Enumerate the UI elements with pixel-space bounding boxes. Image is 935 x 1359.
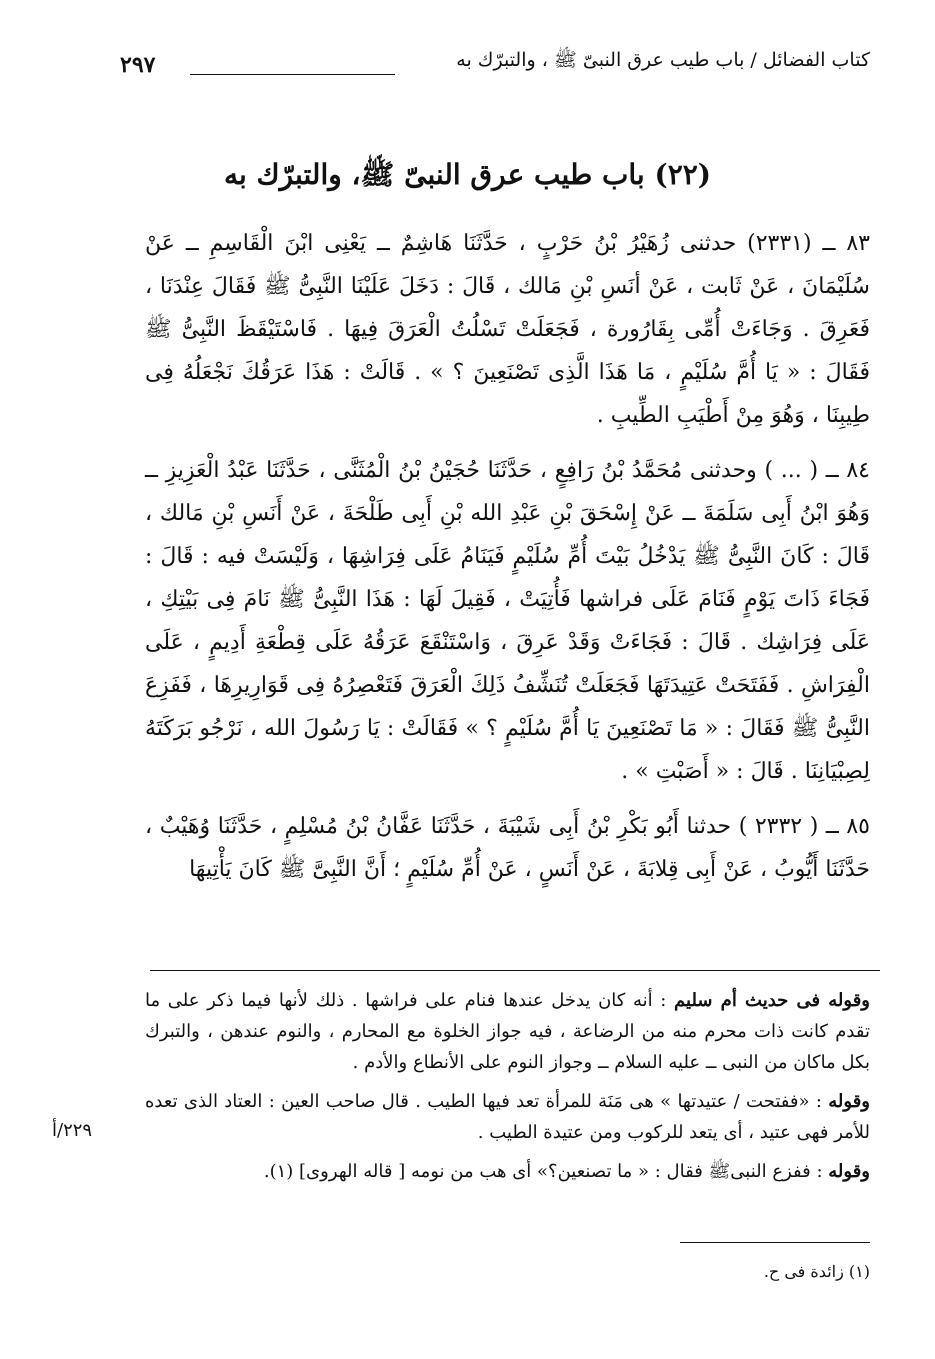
note-text: : أنه كان يدخل عندها فنام على فراشها . ذلك لأنها فيما ذكر على ما تقدم كانت ذات محرم منه من الرضاعة ، فيه جواز الخلوة مع المحارم ، والنوم عندهن ، والتبرك بكل ماكان من النبى ــ عليه السلام ــ وجواز النوم على الأنطاع والأدم . [145,990,870,1073]
note-text: : ففزع النبىﷺ فقال : « ما تصنعين؟» أى هب من نومه [ قاله الهروى] (١). [263,1161,823,1182]
commentary-divider [150,970,880,971]
running-title: كتاب الفضائل / باب طيب عرق النبىّ ﷺ ، والتبرّك به [456,49,870,71]
commentary-note [145,1156,870,1187]
commentary [145,985,870,1187]
note-lead: وقوله [828,1091,870,1112]
commentary-note [145,985,870,1078]
chapter-title: (٢٢) باب طيب عرق النبىّ ﷺ، والتبرّك به [223,158,712,191]
note-text: : «ففتحت / عتيدتها » هى مَنَة للمرأة تعد فيها الطيب . قال صاحب العين : العتاد الذى تعده للأمر فهى عتيد ، أى يتعد للركوب ومن عتيدة الطيب . [145,1091,870,1143]
hadith-84: ٨٤ ــ ( ... ) وحدثنى مُحَمَّدُ بْنُ رَافِعٍ ، حَدَّثَنَا حُجَيْنُ بْنُ الْمُثَنَّى ، حَدَّثَنَا عَبْدُ الْعَزِيزِ ــ وَهُوَ ابْنُ أَبِى سَلَمَةَ ــ عَنْ إِسْحَقَ بْنِ عَبْدِ الله بْنِ أَبِى طَلْحَةَ ، عَنْ أَنَسِ بْنِ مَالك ، قَالَ : كَانَ النَّبِىُّ ﷺ يَدْخُلُ بَيْتَ أُمِّ سُلَيْمٍ فَيَنَامُ عَلَى فِرَاشِهَا ، وَلَيْسَتْ فيه : قَالَ : فَجَاءَ ذَاتَ يَوْمٍ فَنَامَ عَلَى فراشها فَأُتِيَتْ ، فَقِيلَ لَهَا : هَذَا النَّبِىُّ ﷺ نَامَ فِى بَيْتِكِ ، عَلَى فِرَاشِك . قَالَ : فَجَاءَتْ وَقَدْ عَرِقَ ، وَاسْتَنْقَعَ عَرَقُهُ عَلَى قِطْعَةِ أَدِيمٍ ، عَلَى الْفِرَاشِ . فَفَتَحَتْ عَتِيدَتَهَا فَجَعَلَتْ تُنَشِّفُ ذَلِكَ الْعَرَقَ فَتَعْصِرُهُ فِى قَوَارِيرِهَا ، فَفَزِعَ النَّبِىُّ ﷺ فَقَالَ : « مَا تَصْنَعِينَ يَا أُمَّ سُلَيْمٍ ؟ » فَقَالَتْ : يَا رَسُولَ الله ، نَرْجُو بَرَكَتَهُ لِصِبْيَانِنَا . قَالَ : « أَصَبْتِ » . [145,458,870,784]
note-lead: وقوله [828,1161,870,1182]
hadith-body [145,222,870,891]
footnote: (١) زائدة فى ح. [763,1262,870,1281]
commentary-note [145,1086,870,1148]
hadith-83: ٨٣ ــ (٢٣٣١) حدثنى زُهَيْرُ بْنُ حَرْبٍ ، حَدَّثَنَا هَاشِمٌ ــ يَعْنِى ابْنَ الْقَاسِمِ ــ عَنْ سُلَيْمَانَ ، عَنْ ثَابت ، عَنْ أنَسِ بْنِ مَالك ، قَالَ : دَخَلَ عَلَيْنَا النَّبِىُّ ﷺ فَقَالَ عِنْدَنَا ، فَعَرِقَ . وَجَاءَتْ أُمِّى بِقَارُورة ، فَجَعَلَتْ تَسْلُتُ الْعَرَقَ فِيهَا . فَاسْتَيْقَظَ النَّبِىُّ ﷺ فَقَالَ : « يَا أُمَّ سُلَيْمٍ ، مَا هَذَا الَّذِى تَصْنَعِينَ ؟ » . قَالَتْ : هَذَا عَرَقُكَ نَجْعَلُهُ فِى طِيبِنَا ، وَهُوَ مِنْ أَطْيَبِ الطِّيبِ . [145,231,870,428]
footnote-divider [680,1242,870,1243]
running-header [120,48,870,88]
hadith-85: ٨٥ ــ ( ٢٣٣٢ ) حدثنا أَبُو بَكْرِ بْنُ أَبِى شَيْبَةَ ، حَدَّثَنَا عَفَّانُ بْنُ مُسْلِمٍ ، حَدَّثَنَا وُهَيْبٌ ، حَدَّثَنَا أَيُّوبُ ، عَنْ أَبِى قِلابَةَ ، عَنْ أَنَسٍ ، عَنْ أُمِّ سُلَيْمٍ ؛ أَنَّ النَّبِىَّ ﷺ كَانَ يَأْتِيهَا [145,814,870,882]
page-number: ٢٩٧ [120,52,156,78]
note-lead: وقوله فى حديث أم سليم [674,990,870,1011]
header-rule [190,74,395,75]
manuscript-folio-ref: ٢٢٩/أ [52,1120,93,1141]
